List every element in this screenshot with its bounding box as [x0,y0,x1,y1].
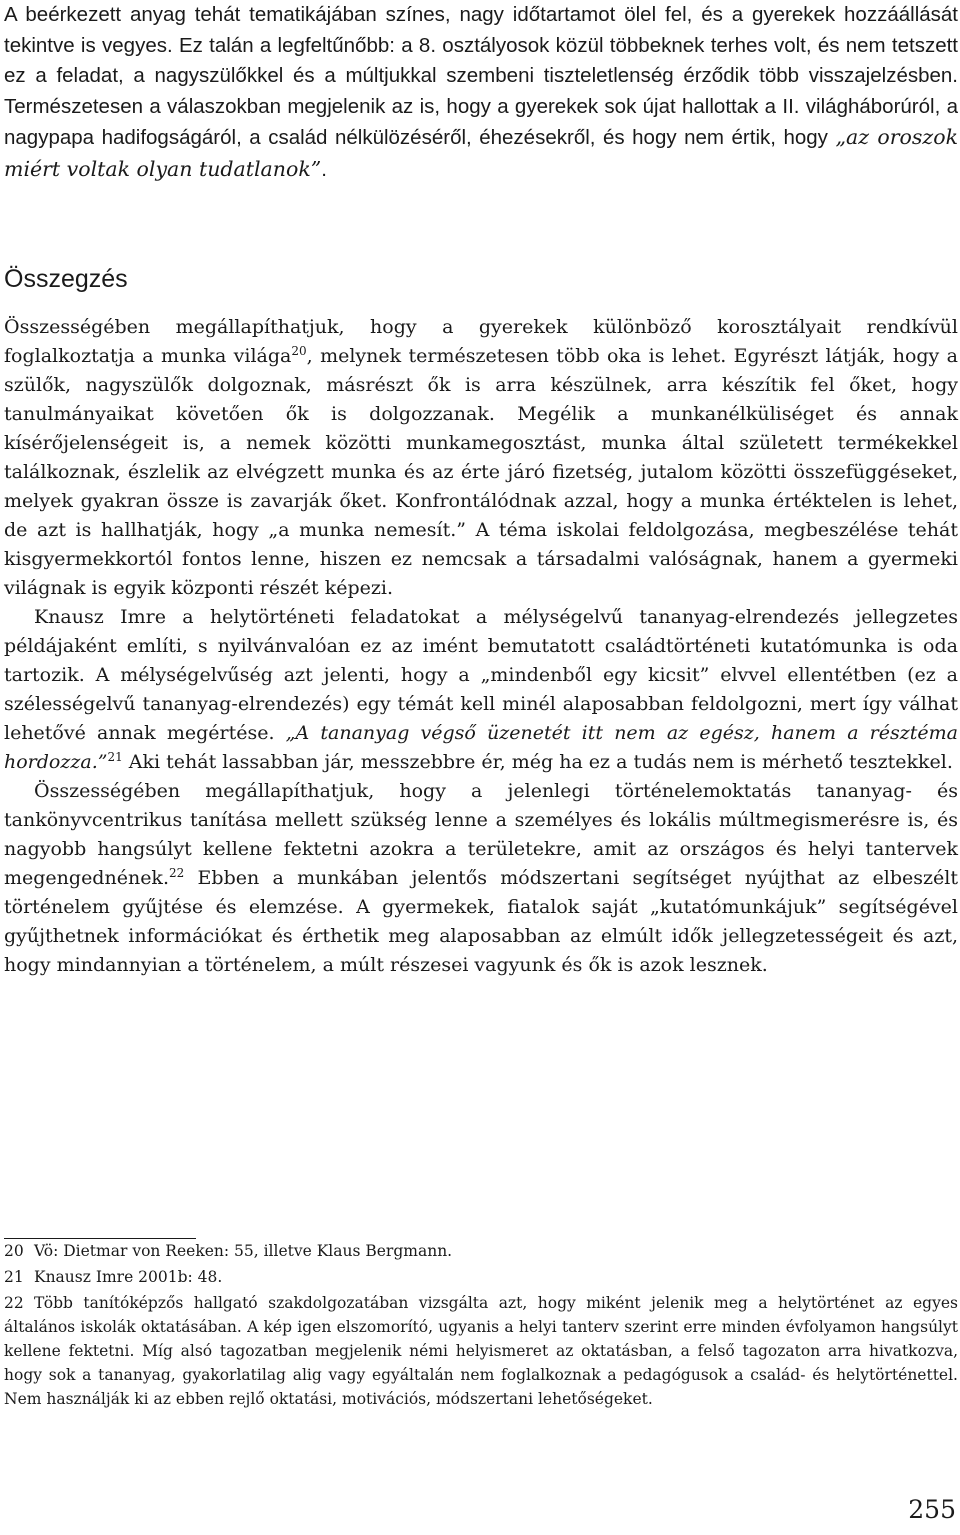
footnote-text: Knausz Imre 2001b: 48. [34,1268,223,1286]
body-text-part: Knausz Imre a helytörténeti feladatokat a mélységelvű tananyag-elrendezés jellegzetes példájaként említi, s nyilvánvalóan ez az imént bemutatott családtörténeti kutatómunka is oda tartozik. A mélységelvűség azt jelenti, hogy a „mindenből egy kicsit” elvvel ellentétben (ez a szélességelvű tananyag-elrendezés) egy témát kell minél alaposabban feldolgozni, mert így válhat lehetővé annak megértése. [4,606,958,744]
section-heading: Összegzés [4,265,128,293]
footnotes [4,1239,958,1413]
intro-text-part: Természetesen a válaszokban megjelenik az is, hogy a gyerekek sok újat hallottak a II. világháborúról, a nagypapa hadifogságáról, a család nélkülözéséről, éhezésekről, és hogy nem értik, hogy [4,94,958,149]
footnote-ref-21[interactable]: 21 [107,750,123,764]
intro-quote: „az oroszok miért voltak olyan tudatlanok” [4,125,958,181]
footnote-text: Több tanítóképzős hallgató szakdolgozatában vizsgálta azt, hogy miként jelenik meg a helytörténet az egyes általános iskolák oktatásában. A kép igen elszomorító, ugyanis a helyi tanterv szerint erre minden évfolyamon hangsúlyt kellene fektetni. Míg alsó tagozatban megjelenik némi helyismeret az oktatásban, a felső tagozaton arra hivatkozva, hogy sok a tananyag, gyakorlatilag alig vagy egyáltalán nem foglalkoznak a pedagógusok a család- és helytörténettel. Nem használják ki az ebben rejlő oktatási, motivációs, módszertani lehetőségeket. [4,1294,958,1408]
footnote-number: 22 [4,1294,24,1312]
knausz-quote: „A tananyag végső üzenetét itt nem az egész, hanem a résztéma hordozza.” [4,722,958,773]
body-text [4,313,958,980]
footnote-number: 20 [4,1242,24,1260]
footnote-text: Vö: Dietmar von Reeken: 55, illetve Klaus Bergmann. [34,1242,453,1260]
body-text-part: , melynek természetesen több oka is lehet. Egyrészt látják, hogy a szülők, nagyszülők dolgoznak, másrészt ők is arra készülnek, arra készítik fel őket, hogy tanulmányaikat követően ők is dolgozzanak. Megélik a munkanélküliséget és annak kísérőjelenségeit is, a nemek közötti munkamegosztást, munka által született termékekkel találkoznak, észlelik az elvégzett munka és az érte járó fizetség, jutalom közötti összefüggéseket, melyek gyakran össze is zavarják őket. Konfrontálódnak azzal, hogy a munka értéktelen is lehet, de azt is hallhatják, hogy „a munka nemesít.” A téma iskolai feldolgozása, megbeszélése tehát kisgyermekkortól fontos lenne, hiszen ez nemcsak a társadalmi valóságnak, hanem a gyermeki világnak is egyik központi részét képezi. [4,345,958,599]
footnote-20 [4,1239,958,1263]
intro-text-end: . [321,157,327,181]
intro-text-part: A beérkezett anyag tehát tematikájában színes, nagy időtartamot ölel fel, és a gyerekek hozzáállását tekintve is vegyes. Ez talán a legfeltűnőbb: a 8. osztályosok közül többeknek terhes volt, és nem tetszett ez a feladat, a nagyszülőkkel és a múltjukkal szembeni tiszteletlenség érződik több visszajelzésben. [4,3,958,87]
body-paragraph-3 [4,777,958,980]
body-text-part: Ebben a munkában jelentős módszertani segítséget nyújthat az elbeszélt történelem gyűjtése és elemzése. A gyermekek, fiatalok saját „kutatómunkájuk” segítségével gyűjthetnek információkat és érthetik meg alaposabban az elmúlt idők jellegzetességeit és azt, hogy mindannyian a történelem, a múlt részesei vagyunk és ők is azok lesznek. [4,867,958,976]
footnote-ref-20[interactable]: 20 [291,344,307,358]
body-text-part: Összességében megállapíthatjuk, hogy a gyerekek különböző korosztályait rendkívül foglalkoztatja a munka világa [4,316,958,367]
footnote-22 [4,1291,958,1411]
intro-paragraph [4,0,958,185]
footnote-ref-22[interactable]: 22 [169,866,185,880]
body-paragraph-2 [4,603,958,777]
page-number: 255 [908,1495,956,1524]
body-paragraph-1 [4,313,958,603]
footnote-21 [4,1265,958,1289]
body-text-part: Aki tehát lassabban jár, messzebbre ér, még ha ez a tudás nem is mérhető tesztekkel. [122,751,953,773]
body-text-part: Összességében megállapíthatjuk, hogy a jelenlegi történelemoktatás tananyag- és tankönyvcentrikus tanítása mellett szükség lenne a személyes és lokális múltmegismerésre is, és nagyobb hangsúlyt kellene fektetni azokra a területekre, amit az országos és helyi tantervek megengednének. [4,780,958,889]
footnote-number: 21 [4,1268,24,1286]
